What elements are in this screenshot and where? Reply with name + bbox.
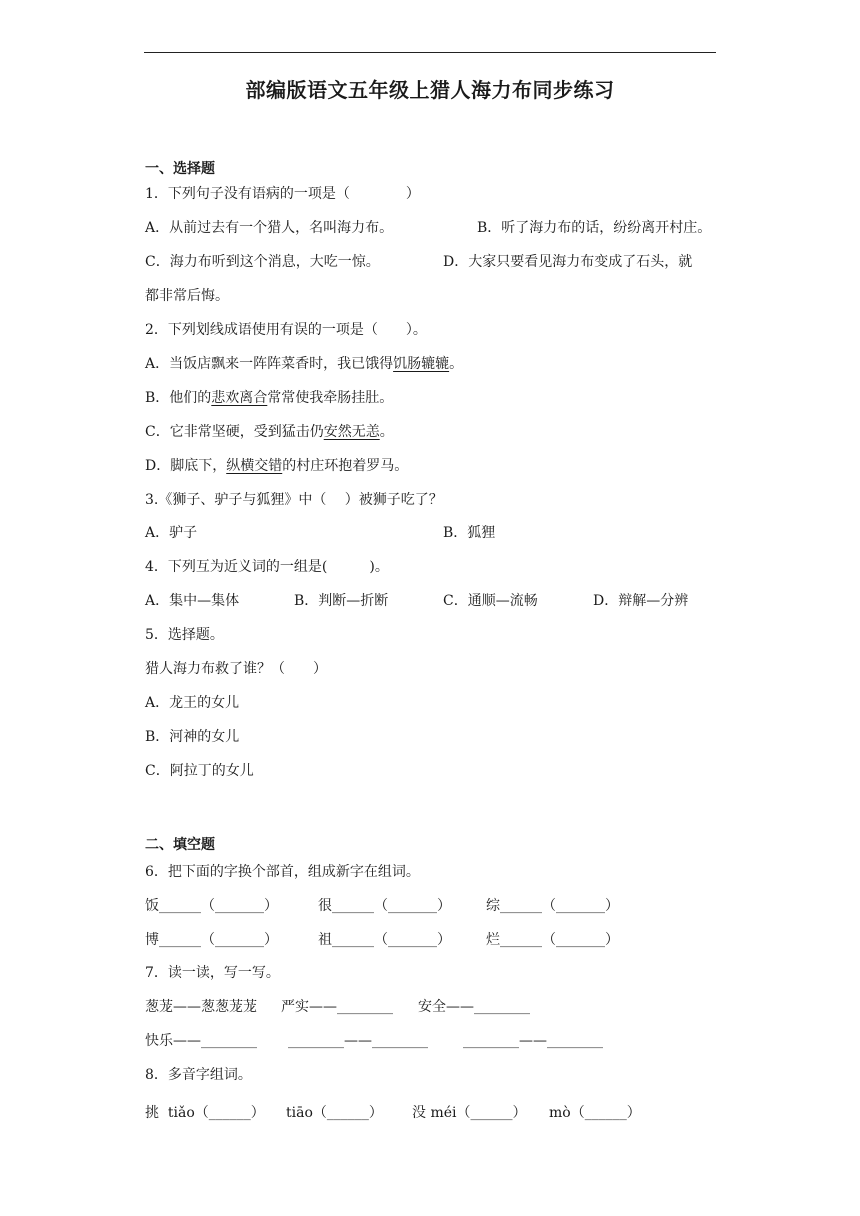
q2-c-text: C．它非常坚硬，受到猛击仍 xyxy=(145,424,324,440)
q5-option-b: B．河神的女儿 xyxy=(145,729,240,745)
q7-example: 葱茏——葱葱茏茏 xyxy=(145,999,257,1015)
q2-b-end: 常常使我牵肠挂肚。 xyxy=(267,390,394,406)
q3-option-b: B．狐狸 xyxy=(443,525,496,541)
q7-stem: 7．读一读，写一写。 xyxy=(145,965,280,981)
q2-d-end: 的村庄环抱着罗马。 xyxy=(282,458,409,474)
q6-blank-lan: 烂______（_______） xyxy=(486,932,619,948)
q6-blank-hen: 很______（_______） xyxy=(318,898,451,914)
q4-option-c: C．通顺—流畅 xyxy=(443,593,538,609)
q2-b-underlined-idiom: 悲欢离合 xyxy=(211,390,268,406)
section-heading-fill: 二、填空题 xyxy=(145,837,215,853)
q5-option-a: A．龙王的女儿 xyxy=(145,695,240,711)
q6-blank-zong: 综______（_______） xyxy=(486,898,619,914)
q2-b-text: B．他们的 xyxy=(145,390,212,406)
q4-option-a: A．集中—集体 xyxy=(145,593,240,609)
q2-option-a xyxy=(145,354,463,374)
q4-stem: 4．下列互为近义词的一组是( )。 xyxy=(145,559,389,575)
q4-option-b: B．判断—折断 xyxy=(294,593,389,609)
q7-blank-anquan: 安全——________ xyxy=(418,999,530,1015)
q2-a-end: 。 xyxy=(449,356,464,372)
q2-option-c xyxy=(145,422,394,442)
q8-blank-tiao1: tiāo（______） xyxy=(286,1105,383,1121)
q6-blank-fan: 饭______（_______） xyxy=(145,898,278,914)
q5-option-c: C．阿拉丁的女儿 xyxy=(145,763,254,779)
q1-option-b: B．听了海力布的话，纷纷离开村庄。 xyxy=(477,220,712,236)
q2-d-underlined-idiom: 纵横交错 xyxy=(226,458,283,474)
q2-d-text: D．脚底下， xyxy=(145,458,227,474)
q8-blank-mei: 没 méi（______） xyxy=(412,1105,527,1121)
q7-blank-yanshi: 严实——________ xyxy=(281,999,393,1015)
q2-stem: 2．下列划线成语使用有误的一项是（ ）。 xyxy=(145,322,427,338)
q7-blank-free-1: ________——________ xyxy=(288,1033,428,1049)
q7-blank-free-2: ________——________ xyxy=(463,1033,603,1049)
header-rule xyxy=(144,52,716,53)
q1-option-a: A．从前过去有一个猎人，名叫海力布。 xyxy=(145,220,394,236)
q2-a-underlined-idiom: 饥肠辘辘 xyxy=(393,356,450,372)
q3-stem: 3.《狮子、驴子与狐狸》中（ ）被狮子吃了？ xyxy=(145,492,443,508)
q7-blank-kuaile: 快乐——________ xyxy=(145,1033,257,1049)
q8-stem: 8．多音字组词。 xyxy=(145,1067,252,1083)
q8-blank-tiao3: 挑 tiǎo（______） xyxy=(145,1105,265,1121)
q2-a-text: A．当饭店飘来一阵阵菜香时，我已饿得 xyxy=(145,356,394,372)
q8-blank-mo: mò（______） xyxy=(549,1105,641,1121)
q6-blank-bo: 博______（_______） xyxy=(145,932,278,948)
q2-option-d xyxy=(145,456,408,476)
q3-option-a: A．驴子 xyxy=(145,525,198,541)
q1-option-d: D．大家只要看见海力布变成了石头，就 xyxy=(443,254,693,270)
q1-option-d-continued: 都非常后悔。 xyxy=(145,288,229,304)
q6-stem: 6．把下面的字换个部首，组成新字在组词。 xyxy=(145,864,420,880)
section-heading-choice: 一、选择题 xyxy=(145,161,215,177)
q5-stem: 5．选择题。 xyxy=(145,627,224,643)
q4-option-d: D．辩解—分辨 xyxy=(593,593,689,609)
q2-c-underlined-idiom: 安然无恙 xyxy=(323,424,380,440)
q1-stem: 1．下列句子没有语病的一项是（ ） xyxy=(145,186,420,202)
q5-subquestion: 猎人海力布救了谁？（ ） xyxy=(145,661,327,677)
page-title: 部编版语文五年级上猎人海力布同步练习 xyxy=(245,78,615,102)
q2-c-end: 。 xyxy=(379,424,394,440)
q6-blank-zu: 祖______（_______） xyxy=(318,932,451,948)
q1-option-c: C．海力布听到这个消息，大吃一惊。 xyxy=(145,254,380,270)
q2-option-b xyxy=(145,388,393,408)
